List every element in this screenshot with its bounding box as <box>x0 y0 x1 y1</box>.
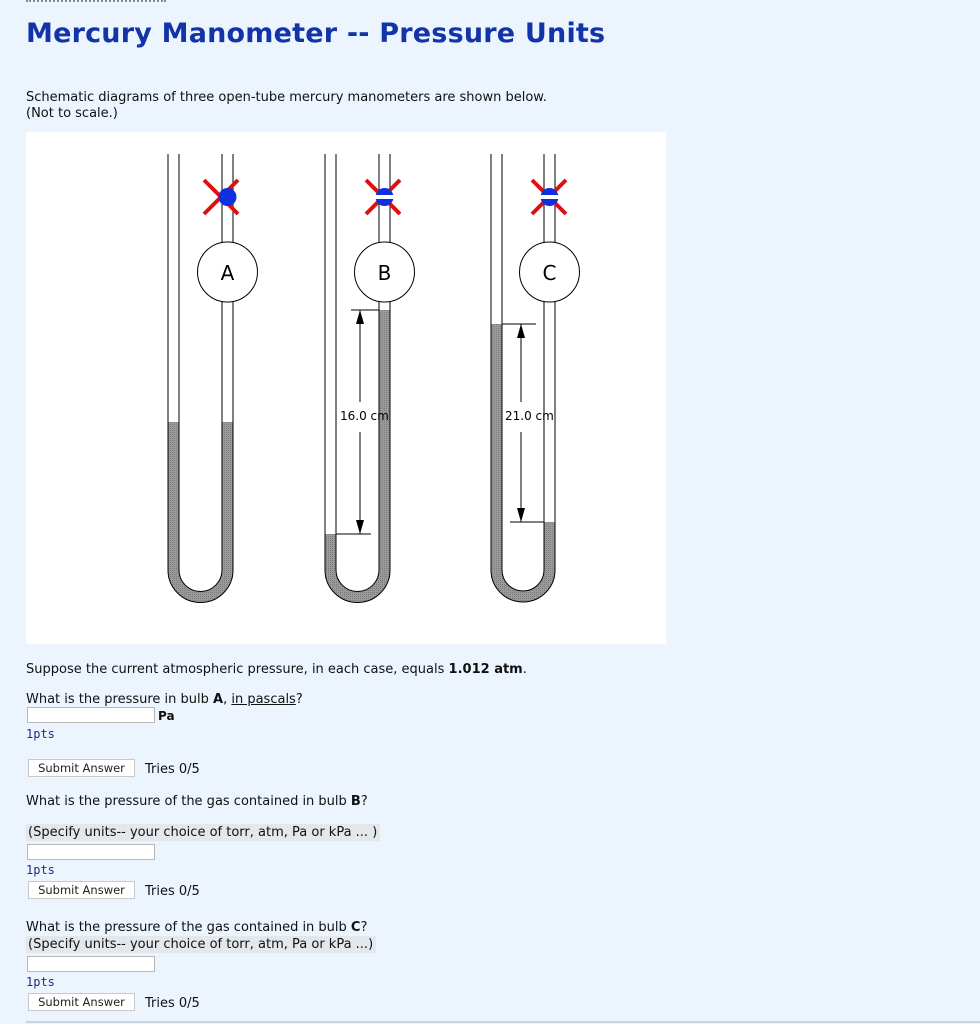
question-b-text: What is the pressure of the gas contained in bulb B? <box>26 794 368 809</box>
units-hint-c: (Specify units-- your choice of torr, atm, Pa or kPa ...) <box>26 936 376 953</box>
submit-answer-b-button[interactable]: Submit Answer <box>28 881 135 899</box>
submit-answer-c-button[interactable]: Submit Answer <box>28 993 135 1011</box>
bulb-b-label: B <box>377 261 392 285</box>
answer-b-input[interactable] <box>27 844 155 860</box>
tries-b: Tries 0/5 <box>145 884 200 899</box>
answer-a-unit: Pa <box>158 709 175 723</box>
submit-answer-a-button[interactable]: Submit Answer <box>28 759 135 777</box>
tries-a: Tries 0/5 <box>145 762 200 777</box>
points-b: 1pts <box>26 863 55 877</box>
intro-text <box>26 90 547 122</box>
points-a: 1pts <box>26 727 55 741</box>
pascals-link[interactable]: in pascals <box>231 692 296 707</box>
bottom-divider <box>26 1021 980 1023</box>
atmospheric-value: 1.012 atm <box>448 662 523 677</box>
manometer-diagram <box>26 132 666 644</box>
top-strip-decoration <box>26 0 166 5</box>
question-c-text: What is the pressure of the gas contained in bulb C? <box>26 920 368 935</box>
page-title: Mercury Manometer -- Pressure Units <box>26 18 606 49</box>
bulb-a-label: A <box>220 261 235 285</box>
units-hint-b: (Specify units-- your choice of torr, atm, Pa or kPa ... ) <box>26 824 380 841</box>
question-a-text: What is the pressure in bulb A, in pascals? <box>26 692 303 707</box>
bulb-c-label: C <box>542 261 557 285</box>
intro-line-1: Schematic diagrams of three open-tube mercury manometers are shown below. <box>26 90 547 105</box>
intro-line-2: (Not to scale.) <box>26 106 118 121</box>
height-label-b: 16.0 cm <box>340 409 389 423</box>
answer-a-input[interactable] <box>27 707 155 723</box>
manometer-svg <box>26 132 666 644</box>
points-c: 1pts <box>26 975 55 989</box>
height-label-c: 21.0 cm <box>505 409 554 423</box>
manometer-c <box>491 154 580 602</box>
answer-c-input[interactable] <box>27 956 155 972</box>
atmospheric-statement: Suppose the current atmospheric pressure, in each case, equals 1.012 atm. <box>26 662 527 677</box>
manometer-b <box>325 154 415 603</box>
manometer-a <box>168 154 258 603</box>
tries-c: Tries 0/5 <box>145 996 200 1011</box>
